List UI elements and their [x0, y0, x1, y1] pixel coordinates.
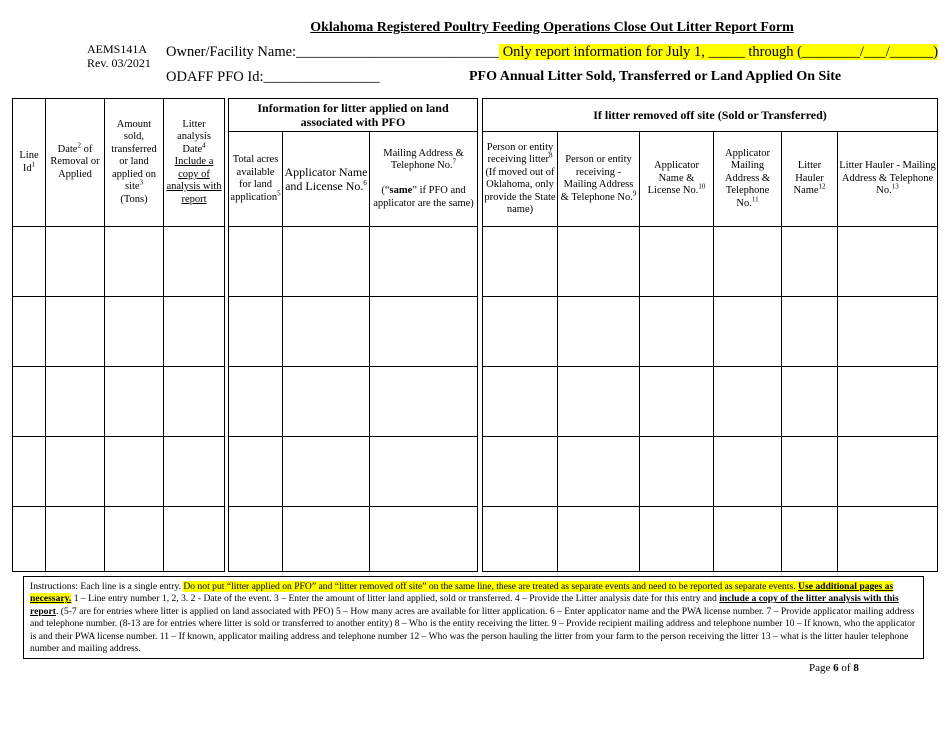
table-cell[interactable]	[13, 297, 46, 367]
table-cell[interactable]	[483, 367, 558, 437]
pfo-id-field[interactable]: ________________	[263, 69, 380, 85]
table-cell[interactable]	[13, 437, 46, 507]
table-cell[interactable]	[640, 297, 714, 367]
entry-basics-table	[12, 98, 225, 572]
table-cell[interactable]	[46, 367, 105, 437]
table-cell[interactable]	[105, 227, 164, 297]
table-cell[interactable]	[283, 507, 370, 572]
table-cell[interactable]	[483, 437, 558, 507]
col-header-hauler-address: Litter Hauler - Mailing Address & Telephone No.$^{13}$	[838, 132, 938, 227]
instructions-copy-note: include a copy of the litter analysis with this report	[30, 593, 899, 617]
table-cell[interactable]	[838, 297, 938, 367]
table-row	[229, 437, 478, 507]
table-cell[interactable]	[714, 227, 782, 297]
table-cell[interactable]	[164, 227, 225, 297]
off-site-removal-table	[482, 98, 938, 572]
instructions-additional-pages: Use additional pages as necessary.	[30, 581, 894, 605]
col-header-date: Date$^2$ of Removal or Applied	[46, 99, 105, 227]
table-cell[interactable]	[782, 297, 838, 367]
table-cell[interactable]	[283, 227, 370, 297]
table-cell[interactable]	[370, 227, 478, 297]
table-cell[interactable]	[714, 507, 782, 572]
table-row	[229, 297, 478, 367]
table-cell[interactable]	[782, 227, 838, 297]
table-cell[interactable]	[838, 507, 938, 572]
table-cell[interactable]	[483, 507, 558, 572]
table-row	[13, 437, 225, 507]
instructions-highlight: Do not put “litter applied on PFO” and “litter removed off site” on the same line, these are treated as separate events and need to be reported as separate events.	[183, 581, 799, 592]
table-row	[483, 227, 938, 297]
table-cell[interactable]	[838, 437, 938, 507]
period-note-text: Only report information for July 1,	[502, 44, 705, 60]
table-cell[interactable]	[164, 297, 225, 367]
table-row	[13, 297, 225, 367]
off-site-group-header: If litter removed off site (Sold or Transferred)	[483, 99, 938, 132]
table-row	[483, 367, 938, 437]
period-year-field[interactable]: _____	[708, 44, 745, 60]
form-title: Oklahoma Registered Poultry Feeding Operations Close Out Litter Report Form	[310, 20, 794, 35]
col-header-total-acres: Total acres available for land application$^5$	[229, 132, 283, 227]
form-code-block	[87, 42, 151, 70]
table-cell[interactable]	[13, 367, 46, 437]
col-header-amount: Amount sold, transferred or land applied on site$^3$ (Tons)	[105, 99, 164, 227]
table-cell[interactable]	[838, 227, 938, 297]
table-cell[interactable]	[229, 367, 283, 437]
table-cell[interactable]	[714, 367, 782, 437]
table-cell[interactable]	[838, 367, 938, 437]
table-cell[interactable]	[105, 367, 164, 437]
table-cell[interactable]	[370, 437, 478, 507]
table-cell[interactable]	[164, 367, 225, 437]
page-number: Page 6 of 8	[809, 662, 859, 674]
table-cell[interactable]	[105, 297, 164, 367]
table-cell[interactable]	[164, 437, 225, 507]
table-cell[interactable]	[229, 507, 283, 572]
table-cell[interactable]	[105, 437, 164, 507]
table-row	[229, 507, 478, 572]
table-row	[13, 367, 225, 437]
instructions-lead: Instructions: Each line is a single entry.	[30, 581, 184, 592]
table-row	[229, 227, 478, 297]
table-cell[interactable]	[46, 507, 105, 572]
col-header-receiving-entity: Person or entity receiving litter$^8$ (If moved out of Oklahoma, only provide the State name)	[483, 132, 558, 227]
table-cell[interactable]	[714, 437, 782, 507]
table-row	[13, 227, 225, 297]
col-header-applicator-mailing: Applicator Mailing Address & Telephone No.$^{11}$	[714, 132, 782, 227]
table-cell[interactable]	[558, 437, 640, 507]
table-cell[interactable]	[13, 227, 46, 297]
owner-facility-label: Owner/Facility Name:	[166, 44, 297, 60]
period-through-text: through (	[748, 44, 802, 60]
table-row	[483, 297, 938, 367]
table-cell[interactable]	[558, 297, 640, 367]
table-cell[interactable]	[370, 507, 478, 572]
col-header-receiving-address: Person or entity receiving - Mailing Address & Telephone No.$^9$	[558, 132, 640, 227]
col-header-applicator-name: Applicator Name and License No.$^6$	[283, 132, 370, 227]
form-code: AEMS141A	[87, 42, 148, 56]
table-cell[interactable]	[370, 297, 478, 367]
table-cell[interactable]	[283, 297, 370, 367]
instructions-box	[23, 576, 924, 659]
table-cell[interactable]	[558, 367, 640, 437]
table-row	[483, 437, 938, 507]
table-cell[interactable]	[13, 507, 46, 572]
table-row	[483, 507, 938, 572]
owner-facility-line	[166, 44, 938, 61]
col-header-applicator-license: Applicator Name & License No.$^{10}$	[640, 132, 714, 227]
period-end-date-field[interactable]: ________/___/______)	[801, 44, 939, 60]
land-application-group-header: Information for litter applied on land associated with PFO	[229, 99, 478, 132]
table-cell[interactable]	[640, 367, 714, 437]
table-cell[interactable]	[46, 437, 105, 507]
table-cell[interactable]	[46, 227, 105, 297]
table-cell[interactable]	[229, 227, 283, 297]
table-row	[13, 507, 225, 572]
table-cell[interactable]	[483, 227, 558, 297]
table-cell[interactable]	[283, 437, 370, 507]
col-header-hauler-name: Litter Hauler Name$^{12}$	[782, 132, 838, 227]
table-cell[interactable]	[164, 507, 225, 572]
form-subtitle: PFO Annual Litter Sold, Transferred or Land Applied On Site	[469, 69, 842, 84]
reporting-period-note	[499, 44, 938, 60]
col-header-line-id: Line Id$^1$	[13, 99, 46, 227]
table-cell[interactable]	[105, 507, 164, 572]
table-cell[interactable]	[782, 367, 838, 437]
instructions-part-1: 1 – Line entry number 1, 2, 3. 2 - Date of the event. 3 – Enter the amount of litter land applied, sold or transferred. 4 – Provide the Litter analysis date for this entry and	[71, 593, 720, 605]
table-cell[interactable]	[782, 437, 838, 507]
table-cell[interactable]	[46, 297, 105, 367]
land-application-table	[228, 98, 478, 572]
col-header-mailing-address: Mailing Address & Telephone No.$^7$ (“same” if PFO and applicator are the same)	[370, 132, 478, 227]
owner-facility-field[interactable]: ____________________________	[296, 44, 500, 60]
col-header-analysis-date: Litter analysis Date$^4$ Include a copy of analysis with report	[164, 99, 225, 227]
table-cell[interactable]	[370, 367, 478, 437]
pfo-id-label: ODAFF PFO Id:	[166, 69, 264, 85]
table-cell[interactable]	[640, 227, 714, 297]
table-cell[interactable]	[483, 297, 558, 367]
page-current: 6	[833, 662, 839, 674]
table-cell[interactable]	[229, 437, 283, 507]
table-cell[interactable]	[558, 227, 640, 297]
table-cell[interactable]	[640, 507, 714, 572]
table-cell[interactable]	[640, 437, 714, 507]
table-cell[interactable]	[229, 297, 283, 367]
instructions-part-2: . (5-7 are for entries where litter is applied on land associated with PFO) 5 – How many acres are available for litter application. 6 – Enter applicator name and the PWA license number. 7 – Provide applicator mailing address and telephone number. (8-13 are for entries where litter is sold or transferred to another entity) 8 – Who is the entity receiving the litter. 9 – Provide recipient mailing address and telephone number 10 – If known, who the applicator is and their PWA license number. 11 – If known, applicator mailing address and telephone number 12 – Who was the person hauling the litter from your farm to the person receiving the litter 13 – what is the litter hauler telephone number and mailing address.	[30, 605, 916, 655]
table-cell[interactable]	[558, 507, 640, 572]
page-total: 8	[853, 662, 859, 674]
table-cell[interactable]	[782, 507, 838, 572]
table-row	[229, 367, 478, 437]
table-cell[interactable]	[283, 367, 370, 437]
table-cell[interactable]	[714, 297, 782, 367]
pfo-id-line	[166, 69, 380, 86]
form-revision: Rev. 03/2021	[87, 56, 151, 70]
